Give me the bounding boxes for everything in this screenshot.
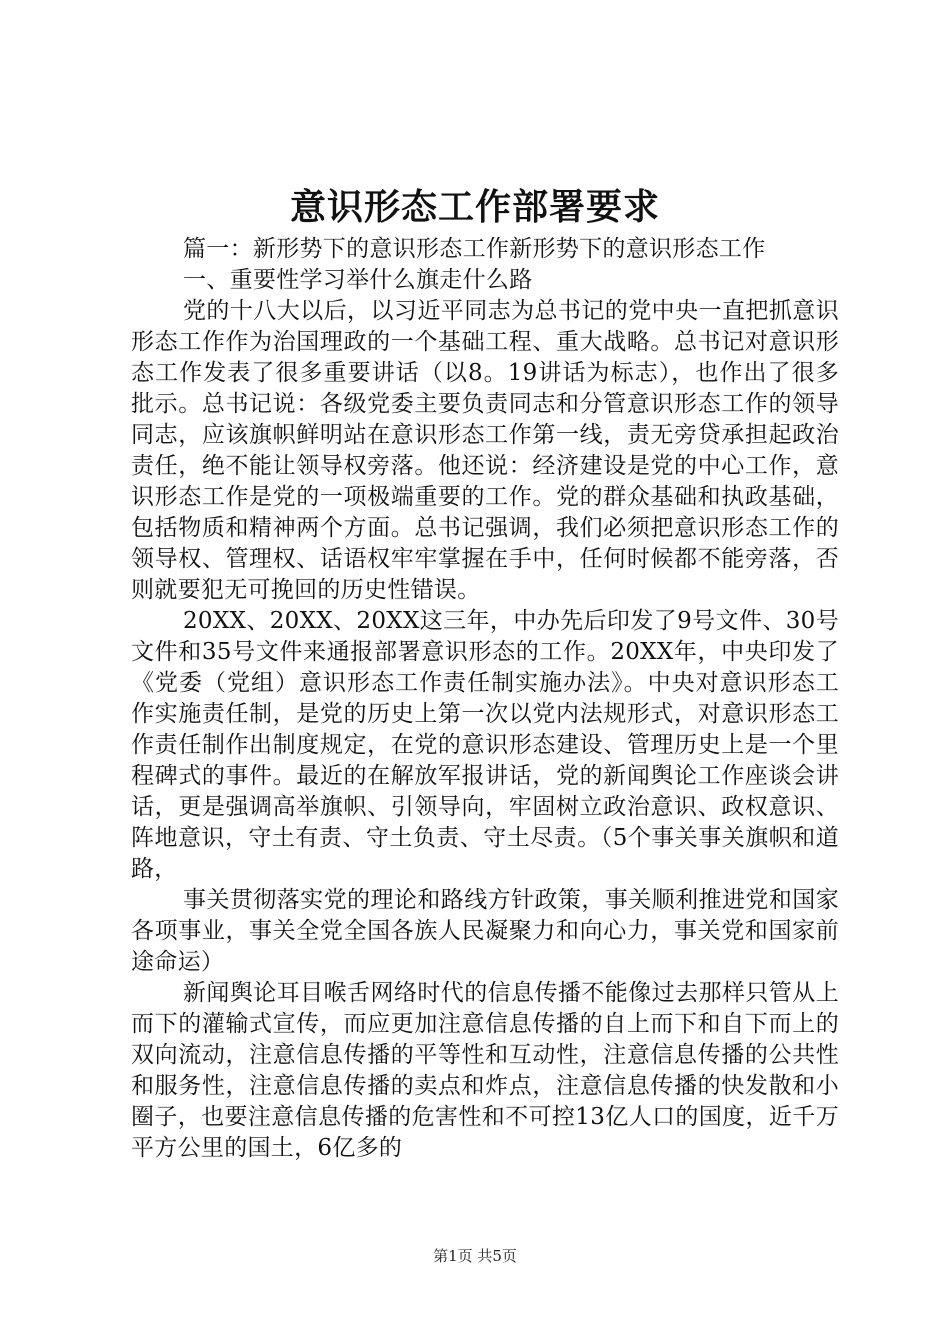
paragraph-heading-2: 一、重要性学习举什么旗走什么路 (183, 267, 533, 293)
document-title: 意识形态工作部署要求 (289, 186, 660, 228)
document-body (131, 234, 839, 1164)
page-footer: 第1页 共5页 (433, 1247, 517, 1265)
paragraph: 党的十八大以后，以习近平同志为总书记的党中央一直把抓意识形态工作作为治国理政的一个基础工程、重大战略。总书记对意识形态工作发表了很多重要讲话（以8。19讲话为标志），也作出了很多批示。总书记说：各级党委主要负责同志和分管意识形态工作的领导同志，应该旗帜鲜明站在意识形态工作第一线，责无旁贷承担起政治责任，绝不能让领导权旁落。他还说：经济建设是党的中心工作，意识形态工作是党的一项极端重要的工作。党的群众基础和执政基础，包括物质和精神两个方面。总书记强调，我们必须把意识形态工作的领导权、管理权、话语权牢牢掌握在手中，任何时候都不能旁落，否则就要犯无可挽回的历史性错误。 (131, 298, 839, 603)
paragraph: 20XX、20XX、20XX这三年，中办先后印发了9号文件、30号文件和35号文件来通报部署意识形态的工作。20XX年，中央印发了《党委（党组）意识形态工作责任制实施办法》。中央对意识形态工作实施责任制，是党的历史上第一次以党内法规形式，对意识形态工作责任制作出制度规定，在党的意识形态建设、管理历史上是一个里程碑式的事件。最近的在解放军报讲话，党的新闻舆论工作座谈会讲话，更是强调高举旗帜、引领导向，牢固树立政治意识、政权意识、阵地意识，守土有责、守土负责、守土尽责。（5个事关事关旗帜和道路， (131, 608, 839, 882)
paragraph: 新闻舆论耳目喉舌网络时代的信息传播不能像过去那样只管从上而下的灌输式宣传，而应更加注意信息传播的自上而下和自下而上的双向流动，注意信息传播的平等性和互动性，注意信息传播的公共性和服务性，注意信息传播的卖点和炸点，注意信息传播的快发散和小圈子，也要注意信息传播的危害性和不可控13亿人口的国度，近千万平方公里的国土，6亿多的 (131, 980, 839, 1161)
paragraph-heading-1: 篇一：新形势下的意识形态工作新形势下的意识形态工作 (183, 236, 766, 262)
paragraph: 事关贯彻落实党的理论和路线方针政策，事关顺利推进党和国家各项事业，事关全党全国各族人民凝聚力和向心力，事关党和国家前途命运） (131, 887, 839, 975)
